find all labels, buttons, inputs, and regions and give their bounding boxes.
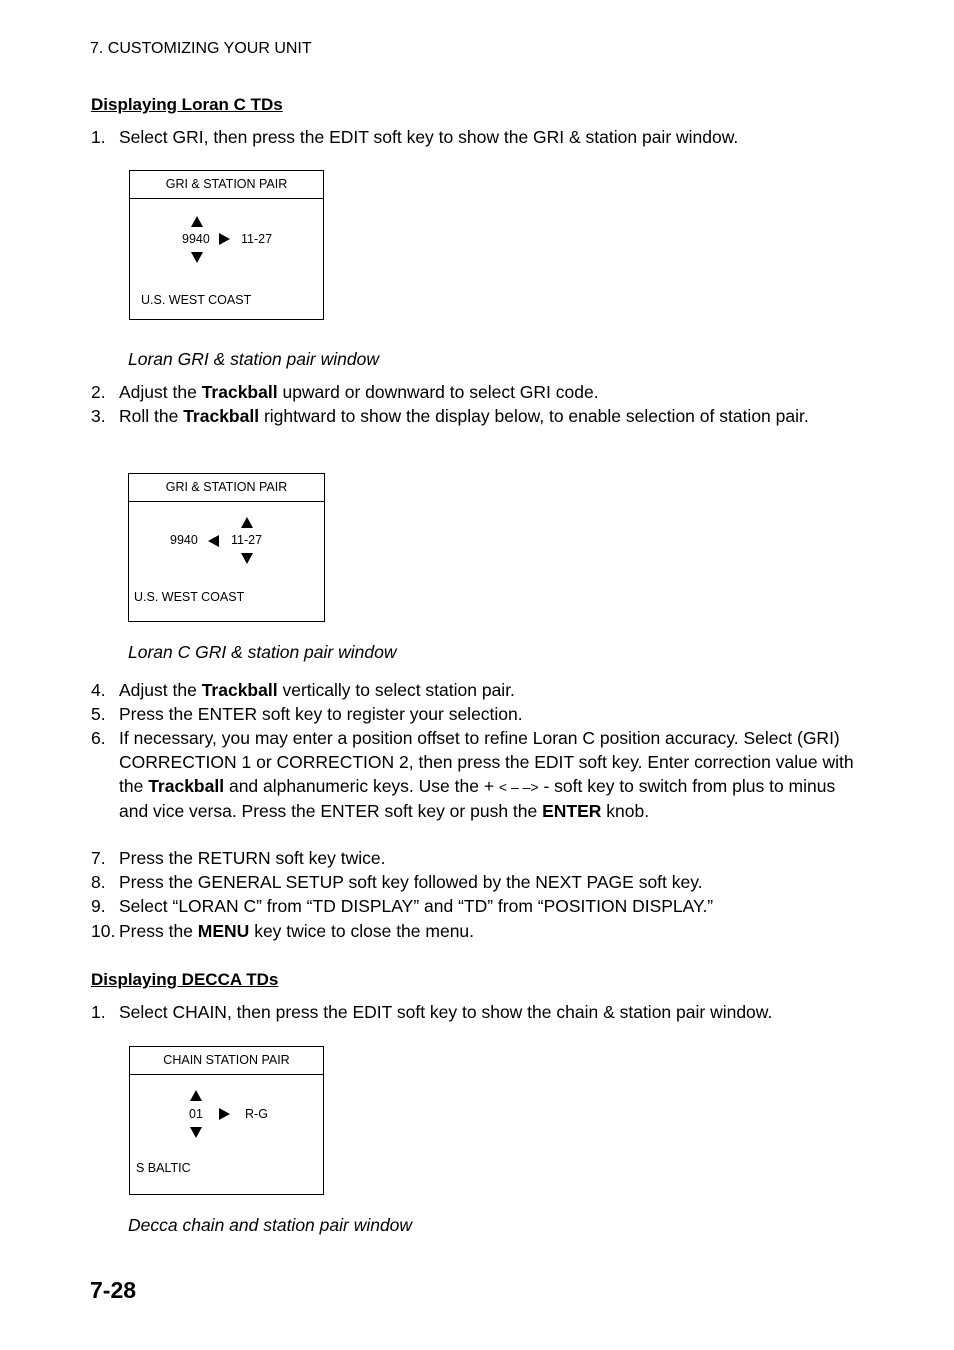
text-run: Adjust the [119,680,202,700]
step-number: 8. [91,872,106,892]
panel-title: GRI & STATION PAIR [130,171,323,199]
soft-key-symbol: < – –> [498,779,539,795]
region-label: U.S. WEST COAST [134,590,245,604]
arrow-down-icon [191,252,203,263]
arrow-left-icon [208,535,219,547]
panel-title: GRI & STATION PAIR [129,474,324,502]
bold-term: Trackball [201,382,278,402]
step-number: 5. [91,704,106,724]
caption-1: Loran GRI & station pair window [128,349,379,369]
gri-station-pair-window-1 [129,170,324,320]
arrow-up-icon [190,1090,202,1101]
arrow-down-icon [190,1127,202,1138]
bold-term: Trackball [148,776,225,796]
text-run: upward or downward to select GRI code. [277,382,599,402]
step-number: 9. [91,896,106,916]
arrow-right-icon [219,1108,230,1120]
step-text: Press the GENERAL SETUP soft key followed by the NEXT PAGE soft key. [119,872,703,892]
bold-term: Trackball [183,406,260,426]
step-number: 1. [91,1002,106,1022]
gri-value: 9940 [182,232,210,246]
text-run: and alphanumeric keys. Use the + [224,776,499,796]
step-number: 1. [91,127,106,147]
step-text: Select GRI, then press the EDIT soft key to show the GRI & station pair window. [119,127,739,147]
text-run: rightward to show the display below, to enable selection of station pair. [259,406,809,426]
arrow-down-icon [241,553,253,564]
gri-station-pair-window-2 [128,473,325,622]
text-run: Roll the [119,406,184,426]
arrow-right-icon [219,233,230,245]
step-text [119,380,859,404]
step-number: 10. [91,921,116,941]
chain-value: 01 [189,1107,203,1121]
step-number: 3. [91,406,106,426]
text-run: Press the [119,921,198,941]
text-run: Adjust the [119,382,202,402]
caption-2: Loran C GRI & station pair window [128,642,397,662]
step-number: 4. [91,680,106,700]
step-number: 6. [91,728,106,748]
station-pair-value: 11-27 [231,533,263,547]
section-title-loran: Displaying Loran C TDs [91,95,283,114]
text-run: knob. [601,801,650,821]
station-pair-value: 11-27 [241,232,273,246]
region-label: S BALTIC [136,1161,191,1175]
page-number: 7-28 [90,1277,137,1303]
step-text: Select CHAIN, then press the EDIT soft key to show the chain & station pair window. [119,1002,773,1022]
gri-value: 9940 [170,533,198,547]
bold-term: ENTER [542,801,602,821]
step-text: Select “LORAN C” from “TD DISPLAY” and “TD” from “POSITION DISPLAY.” [119,896,714,916]
step-text [119,919,859,943]
step-text: Press the RETURN soft key twice. [119,848,386,868]
chain-station-pair-window [129,1046,324,1195]
text-run: vertically to select station pair. [277,680,515,700]
text-run: - soft key to switch from plus to minus and vice versa. Press the ENTER soft key or push the [119,776,836,821]
step-text [119,726,859,823]
step-text: Press the ENTER soft key to register your selection. [119,704,523,724]
section-title-decca: Displaying DECCA TDs [91,970,279,989]
bold-term: Trackball [201,680,278,700]
arrow-up-icon [241,517,253,528]
page-header: 7. CUSTOMIZING YOUR UNIT [90,40,312,57]
region-label: U.S. WEST COAST [141,293,252,307]
panel-title: CHAIN STATION PAIR [130,1047,323,1075]
step-number: 7. [91,848,106,868]
text-run: If necessary, you may enter a position offset to refine Loran C position accuracy. Select (GRI) CORRECTION 1 or CORRECTION 2, then press the EDIT soft key. Enter correction value with the [119,728,854,796]
step-text [119,678,859,702]
step-number: 2. [91,382,106,402]
text-run: key twice to close the menu. [249,921,475,941]
caption-3: Decca chain and station pair window [128,1215,413,1235]
bold-term: MENU [197,921,250,941]
arrow-up-icon [191,216,203,227]
step-text [119,404,859,428]
station-pair-value: R-G [245,1107,268,1121]
